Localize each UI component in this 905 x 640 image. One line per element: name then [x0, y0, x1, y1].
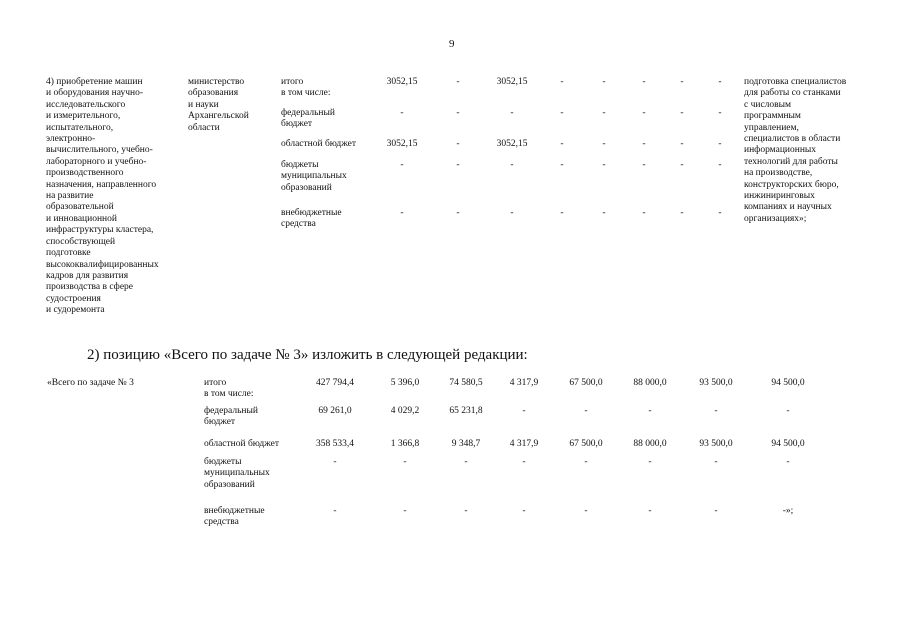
value-cell: 94 500,0 [771, 439, 805, 449]
value-cell: - [718, 108, 722, 118]
value-cell: - [680, 208, 684, 218]
value-cell: 93 500,0 [699, 378, 733, 388]
row-label: областной бюджет [204, 439, 280, 449]
value-cell: - [403, 506, 407, 516]
value-cell: - [714, 457, 718, 467]
value-cell: - [456, 208, 460, 218]
value-cell: - [642, 160, 646, 170]
row-label: итого в том числе: [204, 378, 254, 400]
value-cell: 67 500,0 [569, 378, 603, 388]
table-row [0, 439, 905, 453]
row-label: внебюджетные средства [281, 208, 342, 230]
value-cell: 3052,15 [386, 139, 418, 149]
value-cell: - [718, 160, 722, 170]
value-cell: - [718, 208, 722, 218]
value-cell: 4 029,2 [390, 406, 420, 416]
value-cell: - [400, 160, 404, 170]
value-cell: - [680, 160, 684, 170]
value-cell: - [333, 457, 337, 467]
row-label: областной бюджет [281, 139, 357, 149]
value-cell: - [510, 160, 514, 170]
row-label: бюджеты муниципальных образований [281, 160, 347, 193]
executor: министерство образования и науки Архангельской области [188, 77, 249, 133]
value-cell: - [648, 406, 652, 416]
value-cell: - [464, 506, 468, 516]
value-cell: - [786, 457, 790, 467]
expected-result: подготовка специалистов для работы со станками с числовым программным управлением, специалистов в области информационных технологий для работы на производстве, конструкторских бюро, инжиниринговых компаниях и научных организациях»; [744, 77, 847, 224]
value-cell: - [602, 208, 606, 218]
value-cell: - [584, 406, 588, 416]
value-cell: - [602, 160, 606, 170]
value-cell: - [522, 506, 526, 516]
value-cell: - [456, 139, 460, 149]
value-cell: - [560, 77, 564, 87]
table-row [0, 378, 905, 402]
value-cell: - [680, 139, 684, 149]
value-cell: - [648, 506, 652, 516]
table-row [0, 139, 905, 153]
row-label: бюджеты муниципальных образований [204, 457, 270, 490]
table-row [0, 506, 905, 530]
value-cell: 74 580,5 [449, 378, 483, 388]
table-row [0, 160, 905, 196]
value-cell: - [522, 406, 526, 416]
value-cell: - [456, 160, 460, 170]
value-cell: - [584, 506, 588, 516]
row-label: итого в том числе: [281, 77, 331, 99]
value-cell: 4 317,9 [509, 378, 539, 388]
value-cell: - [560, 139, 564, 149]
value-cell: 88 000,0 [633, 439, 667, 449]
value-cell: - [456, 77, 460, 87]
value-cell: - [403, 457, 407, 467]
value-cell: 69 261,0 [318, 406, 352, 416]
value-cell: - [648, 457, 652, 467]
value-cell: - [642, 108, 646, 118]
value-cell: - [680, 77, 684, 87]
value-cell: 3052,15 [386, 77, 418, 87]
value-cell: - [786, 406, 790, 416]
amendment-instruction: 2) позицию «Всего по задаче № 3» изложить в следующей редакции: [87, 347, 528, 363]
value-cell: 88 000,0 [633, 378, 667, 388]
value-cell: - [714, 406, 718, 416]
row-label: федеральный бюджет [204, 406, 258, 428]
value-cell: 67 500,0 [569, 439, 603, 449]
measure-description: 4) приобретение машин и оборудования научно- исследовательского и измерительного, испытательного, электронно- вычислительного, учебно- лабораторного и учебно- производственного назначения, направленного на развитие образовательной и инновационной инфраструктуры кластера, способствующей подготовке высококвалифицированных кадров для развития производства в сфере судостроения и судоремонта [46, 77, 159, 316]
value-cell: - [680, 108, 684, 118]
value-cell: 3052,15 [496, 139, 528, 149]
value-cell: - [584, 457, 588, 467]
value-cell: - [642, 208, 646, 218]
row-label: внебюджетные средства [204, 506, 265, 528]
value-cell: - [510, 108, 514, 118]
value-cell: - [464, 457, 468, 467]
value-cell: 427 794,4 [316, 378, 354, 388]
task-total-title: «Всего по задаче № 3 [47, 378, 134, 388]
value-cell: - [510, 208, 514, 218]
table-row [0, 108, 905, 132]
value-cell: 94 500,0 [771, 378, 805, 388]
table-row [0, 77, 905, 101]
value-cell: - [560, 208, 564, 218]
value-cell: 5 396,0 [390, 378, 420, 388]
value-cell: - [642, 77, 646, 87]
value-cell: 9 348,7 [451, 439, 481, 449]
value-cell: 3052,15 [496, 77, 528, 87]
value-cell: - [560, 160, 564, 170]
value-cell: - [718, 77, 722, 87]
table-row [0, 406, 905, 430]
table-row [0, 208, 905, 232]
value-cell: - [456, 108, 460, 118]
value-cell: - [560, 108, 564, 118]
value-cell: 358 533,4 [316, 439, 354, 449]
value-cell: - [714, 506, 718, 516]
row-label: федеральный бюджет [281, 108, 335, 130]
value-cell: - [718, 139, 722, 149]
value-cell: -»; [782, 506, 794, 516]
table-row [0, 457, 905, 493]
value-cell: 1 366,8 [390, 439, 420, 449]
value-cell: - [642, 139, 646, 149]
value-cell: - [602, 139, 606, 149]
value-cell: - [602, 77, 606, 87]
value-cell: - [602, 108, 606, 118]
value-cell: - [400, 108, 404, 118]
value-cell: 65 231,8 [449, 406, 483, 416]
page-number: 9 [449, 38, 455, 50]
value-cell: 4 317,9 [509, 439, 539, 449]
value-cell: 93 500,0 [699, 439, 733, 449]
value-cell: - [400, 208, 404, 218]
value-cell: - [333, 506, 337, 516]
value-cell: - [522, 457, 526, 467]
